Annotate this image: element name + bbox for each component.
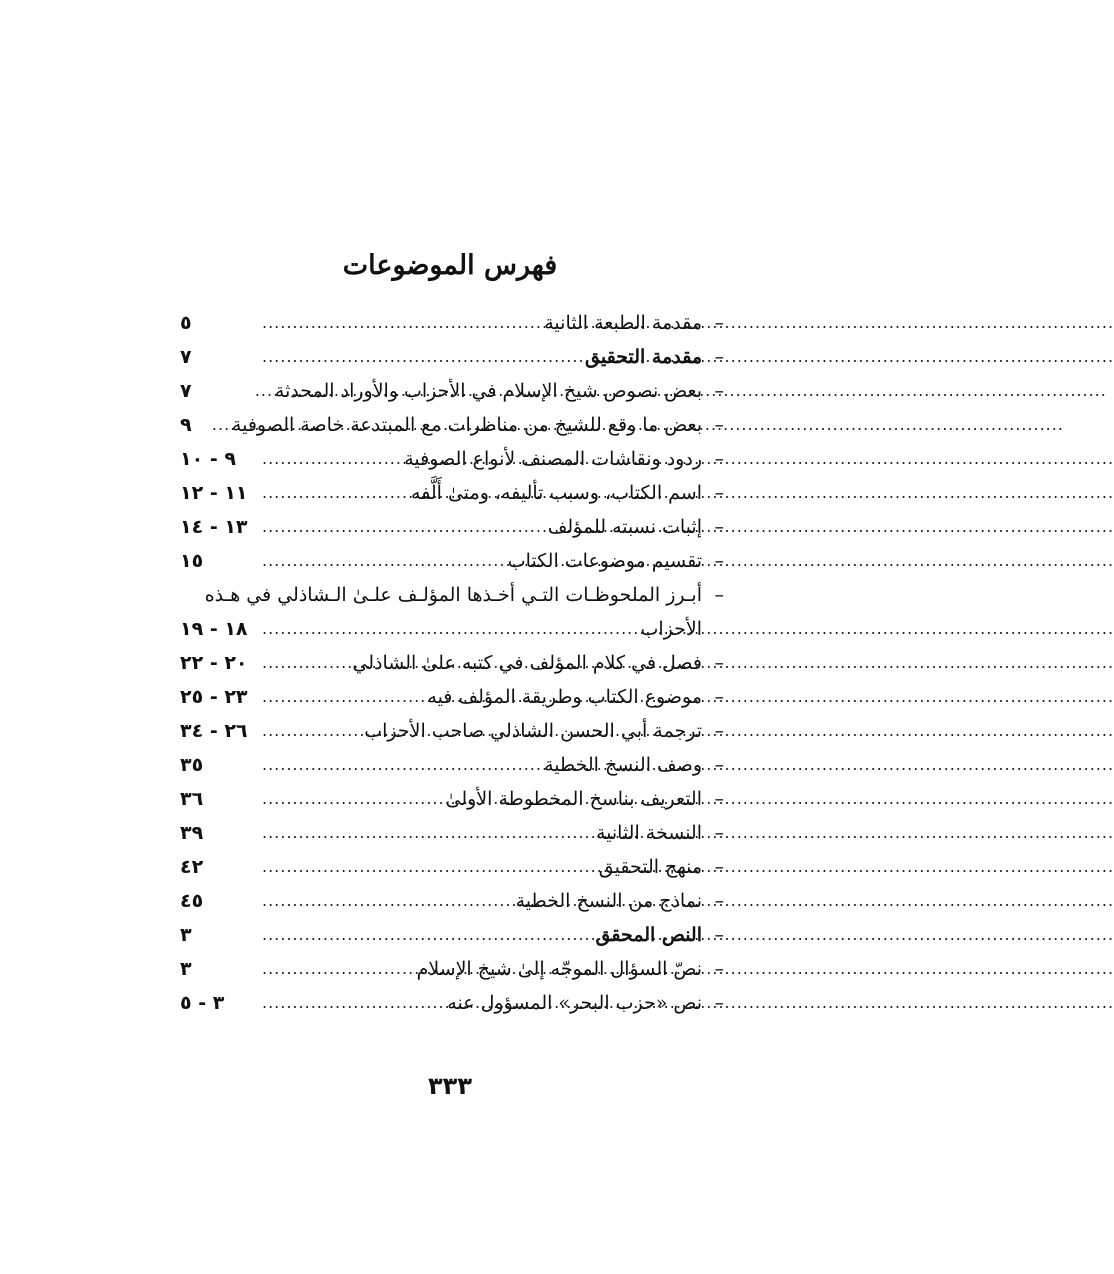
entry-label: التعريف بناسخ المخطوطة الأولىٰ (445, 788, 702, 810)
dot-leader (262, 918, 596, 952)
entry-label: مقدمة التحقيق (585, 346, 702, 368)
toc-entry (0, 306, 900, 340)
dot-leader (262, 646, 352, 680)
entry-page-number: ٣٦ (180, 788, 204, 810)
entry-page-number: ٣٥ (180, 754, 204, 776)
entry-page-number: ١٣ - ١٤ (180, 516, 248, 538)
toc-entry (0, 408, 900, 442)
entry-text (262, 442, 702, 476)
dot-leader (262, 680, 427, 714)
entry-dash: – (714, 380, 724, 402)
toc-entry (0, 782, 900, 816)
toc-entry (0, 374, 900, 408)
entry-text (262, 680, 702, 714)
dot-leader (262, 884, 516, 918)
toc-entry (0, 476, 900, 510)
entry-dash: – (714, 958, 724, 980)
entry-text (262, 340, 702, 374)
entry-page-number: ٩ - ١٠ (180, 448, 236, 470)
entry-page-number: ٣ (180, 958, 192, 980)
entry-dash: – (714, 482, 724, 504)
entry-text (262, 918, 702, 952)
toc-entry (0, 816, 900, 850)
entry-page-number: ٥ (180, 312, 192, 334)
toc-entry (0, 748, 900, 782)
entry-label: نماذج من النسخ الخطية (515, 890, 702, 912)
toc-entry (0, 952, 900, 986)
entry-label: الأحزاب (640, 618, 702, 640)
entry-text (262, 646, 702, 680)
entry-page-number: ١٨ - ١٩ (180, 618, 248, 640)
entry-page-number: ٤٥ (180, 890, 204, 912)
dot-leader (262, 782, 446, 816)
page-title: فهرس الموضوعات (342, 250, 558, 281)
dot-leader (262, 306, 544, 340)
entry-label: مقدمة الطبعة الثانية (544, 312, 702, 334)
entry-dash: – (714, 312, 724, 334)
entry-page-number: ٩ (180, 414, 192, 436)
entry-label: اسم الكتاب، وسبب تأليفه، ومتىٰ أَلَّفه (411, 482, 702, 504)
entry-label: نصّ السؤال الموجّه إلىٰ شيخ الإسلام (416, 958, 702, 980)
entry-label: ردود ونقاشات المصنف لأنواع الصوفية (404, 448, 702, 470)
entry-text (231, 408, 702, 442)
dot-leader (262, 714, 364, 748)
entry-page-number: ٤٢ (180, 856, 204, 878)
entry-dash: – (714, 754, 724, 776)
entry-text (262, 374, 702, 408)
entry-text (262, 952, 702, 986)
entry-text (204, 578, 702, 612)
entry-text (262, 544, 702, 578)
entry-text (262, 782, 702, 816)
toc-entry (0, 884, 900, 918)
entry-text (262, 850, 702, 884)
entry-dash: – (714, 686, 724, 708)
entry-page-number: ١١ - ١٢ (180, 482, 248, 504)
table-of-contents (0, 306, 900, 1020)
toc-entry (0, 578, 900, 612)
entry-label: ترجمة أبي الحسن الشاذلي صاحب الأحزاب (364, 720, 702, 742)
entry-label: فصل في كلام المؤلف في كتبه علىٰ الشاذلي (352, 652, 702, 674)
dot-leader (262, 952, 417, 986)
toc-entry (0, 680, 900, 714)
entry-dash: – (714, 992, 724, 1014)
entry-text (262, 510, 702, 544)
entry-text (262, 306, 702, 340)
entry-label: بعض ما وقع للشيخ من مناظرات مع المبتدعة خاصة الصوفية (231, 414, 702, 436)
dot-leader (262, 986, 447, 1020)
entry-label: موضوع الكتاب وطريقة المؤلف فيه (427, 686, 702, 708)
entry-text (262, 816, 702, 850)
entry-label: إثبات نسبته للمؤلف (547, 516, 702, 538)
dot-leader (262, 340, 585, 374)
toc-entry (0, 510, 900, 544)
entry-page-number: ٣ (180, 924, 192, 946)
entry-text (262, 884, 702, 918)
toc-entry (0, 442, 900, 476)
entry-text (262, 986, 702, 1020)
entry-dash: – (714, 924, 724, 946)
entry-dash: – (714, 448, 724, 470)
toc-entry (0, 340, 900, 374)
entry-label: النسخة الثانية (595, 822, 702, 844)
entry-text (262, 476, 702, 510)
entry-dash: – (714, 890, 724, 912)
entry-page-number: ٣٩ (180, 822, 204, 844)
dot-leader (262, 442, 404, 476)
entry-dash: – (714, 516, 724, 538)
entry-label: منهج التحقيق (598, 856, 702, 878)
entry-label: أبـرز الملحوظـات التـي أخـذها المؤلـف علـىٰ الـشاذلي في هـذه (204, 584, 702, 606)
entry-page-number: ٢٠ - ٢٢ (180, 652, 248, 674)
toc-entry (0, 544, 900, 578)
dot-leader (262, 748, 544, 782)
entry-label: نص «حزب البحر» المسؤول عنه (447, 992, 702, 1014)
toc-entry (0, 646, 900, 680)
toc-entry (0, 918, 900, 952)
entry-dash: – (714, 414, 724, 436)
dot-leader (262, 850, 599, 884)
entry-text (262, 612, 702, 646)
entry-page-number: ١٥ (180, 550, 204, 572)
entry-dash: – (714, 550, 724, 572)
entry-dash: – (714, 584, 724, 606)
entry-page-number: ٧ (180, 380, 192, 402)
dot-leader (262, 544, 508, 578)
toc-entry (0, 612, 900, 646)
entry-text (262, 714, 702, 748)
dot-leader (262, 612, 640, 646)
entry-page-number: ٧ (180, 346, 192, 368)
entry-label: وصف النسخ الخطية (544, 754, 702, 776)
entry-page-number: ٣ - ٥ (180, 992, 225, 1014)
entry-page-number: ٢٦ - ٣٤ (180, 720, 248, 742)
entry-label: تقسيم موضوعات الكتاب (507, 550, 702, 572)
entry-text (262, 748, 702, 782)
entry-dash: – (714, 856, 724, 878)
entry-dash: – (714, 822, 724, 844)
page-number: ٣٣٣ (428, 1072, 472, 1100)
dot-leader (262, 476, 411, 510)
entry-page-number: ٢٣ - ٢٥ (180, 686, 248, 708)
entry-dash: – (714, 346, 724, 368)
toc-entry (0, 714, 900, 748)
toc-entry (0, 850, 900, 884)
entry-label: النص المحقق (595, 924, 702, 946)
entry-dash: – (714, 788, 724, 810)
entry-label: بعض نصوص شيخ الإسلام في الأحزاب والأوراد المحدثة (274, 380, 702, 402)
dot-leader (262, 510, 548, 544)
entry-dash: – (714, 720, 724, 742)
dot-leader (262, 816, 596, 850)
toc-entry (0, 986, 900, 1020)
entry-dash: – (714, 652, 724, 674)
